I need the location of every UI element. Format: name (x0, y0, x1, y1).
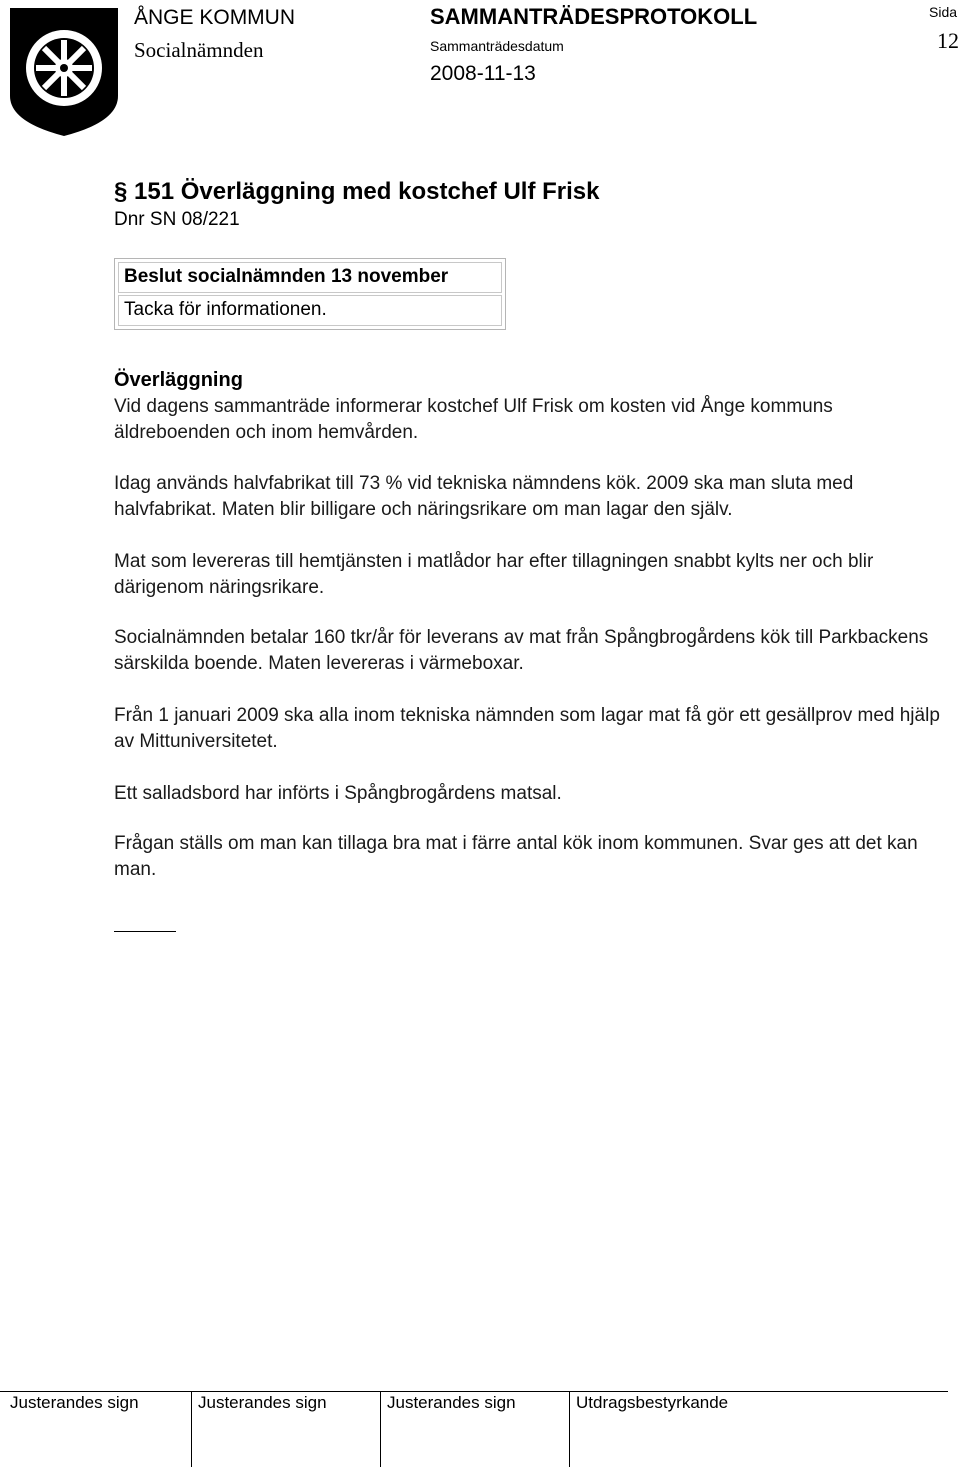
signature-label: Justerandes sign (387, 1393, 516, 1412)
signature-label: Justerandes sign (10, 1393, 139, 1412)
diary-number: Dnr SN 08/221 (114, 209, 240, 230)
committee-name: Socialnämnden (134, 38, 264, 62)
municipality-name: ÅNGE KOMMUN (134, 6, 296, 29)
footer-divider (191, 1391, 192, 1467)
section-end-rule (114, 931, 176, 932)
meeting-date-label: Sammanträdesdatum (430, 38, 564, 54)
decision-box (114, 258, 506, 330)
paragraph: Socialnämnden betalar 160 tkr/år för leverans av mat från Spångbrogårdens kök till Parkbackens särskilda boende. Maten levereras i värmeboxar. (114, 627, 929, 674)
deliberation-heading: Överläggning (114, 369, 243, 391)
municipal-wheel-shield-logo (6, 4, 122, 138)
decision-title: Beslut socialnämnden 13 november (118, 262, 502, 293)
page-number: 12 (937, 28, 959, 53)
paragraph: Från 1 januari 2009 ska alla inom tekniska nämnden som lagar mat få gör ett gesällprov med hjälp av Mittuniversitetet. (114, 705, 940, 752)
document-type-title: SAMMANTRÄDESPROTOKOLL (430, 4, 758, 29)
paragraph: Ett salladsbord har införts i Spångbrogårdens matsal. (114, 783, 562, 804)
footer-rule (0, 1391, 948, 1392)
paragraph: Idag används halvfabrikat till 73 % vid tekniska nämndens kök. 2009 ska man sluta med halvfabrikat. Maten blir billigare och näringsrikare om man lagar den själv. (114, 473, 854, 520)
page-label: Sida (929, 4, 958, 20)
footer-divider (569, 1391, 570, 1467)
footer-divider (380, 1391, 381, 1467)
paragraph: Frågan ställs om man kan tillaga bra mat i färre antal kök inom kommunen. Svar ges att det kan man. (114, 833, 918, 880)
paragraph: Mat som levereras till hemtjänsten i matlådor har efter tillagningen snabbt kylts ner och blir därigenom näringsrikare. (114, 551, 874, 598)
decision-text: Tacka för informationen. (118, 295, 502, 326)
paragraph: Vid dagens sammanträde informerar kostchef Ulf Frisk om kosten vid Ånge kommuns äldreboenden och inom hemvården. (114, 396, 833, 443)
section-heading: § 151 Överläggning med kostchef Ulf Frisk (114, 178, 600, 205)
meeting-date-value: 2008-11-13 (430, 62, 536, 85)
signature-label: Justerandes sign (198, 1393, 327, 1412)
extract-certification-label: Utdragsbestyrkande (576, 1393, 729, 1412)
